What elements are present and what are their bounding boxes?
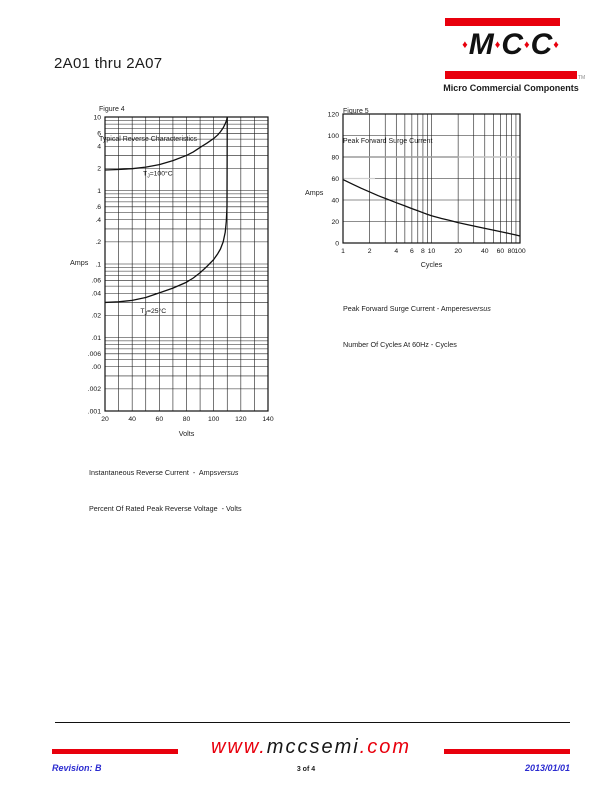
svg-text:.00: .00 [91,364,101,372]
url-domain: mccsemi [266,736,360,758]
svg-text:40: 40 [481,248,489,255]
fig5-caption-line2: Number Of Cycles At 60Hz - Cycles [343,340,457,349]
logo-diamond-icon: ♦ [524,39,531,51]
svg-text:10: 10 [93,114,101,122]
svg-text:4: 4 [97,143,101,151]
logo-red-bar-bottom [445,71,577,79]
fig5-label: Figure 5 [343,108,369,115]
logo-letter: C [501,28,524,61]
svg-text:140: 140 [262,416,274,423]
svg-text:8: 8 [421,248,425,255]
svg-text:.4: .4 [95,217,101,225]
svg-text:20: 20 [101,416,109,423]
svg-text:.001: .001 [87,408,101,416]
logo-diamond-icon: ♦ [494,39,502,51]
footer-revision: Revision: B [52,763,102,773]
footer-page-number: 3 of 4 [296,766,316,773]
svg-text:TJ=25°C: $T_J=25^\circ C$ [140,308,167,317]
svg-text:.1: .1 [95,261,101,269]
logo-tm: TM [578,75,586,81]
svg-text:TJ=100°C: $T_J=100^\circ C$ [143,170,173,180]
svg-text:.04: .04 [91,290,101,298]
svg-text:4: 4 [394,248,399,255]
svg-text:20: 20 [454,248,462,255]
fig5-caption [343,279,491,363]
svg-text:80: 80 [182,416,191,423]
logo-red-bar-top [445,18,560,26]
svg-text:1: 1 [97,187,101,195]
svg-text:0: 0 [335,240,339,248]
svg-text:2: 2 [97,165,101,173]
footer-rule [55,722,570,723]
svg-text:20: 20 [331,218,339,226]
svg-text:1: 1 [341,248,345,255]
fig4-chart [55,112,290,427]
svg-text:60: 60 [331,175,339,183]
svg-text:80: 80 [331,154,339,162]
footer-date: 2013/01/01 [524,763,570,773]
fig4-caption [89,443,242,527]
logo-tagline: Micro Commercial Components [443,83,579,93]
logo-diamond-icon: ♦ [553,39,560,51]
svg-text:60: 60 [155,416,164,423]
logo-mcc-letters [442,28,580,62]
logo-diamond-icon: ♦ [462,39,469,51]
svg-text:40: 40 [331,197,339,205]
logo-letter: C [530,28,554,61]
fig4-xlabel: Volts [178,429,195,438]
url-www: www. [210,736,267,758]
fig4-label: Figure 4 [99,106,125,113]
logo-letter: M [468,28,495,61]
svg-text:.6: .6 [95,204,101,212]
fig4-title: Typical Reverse Characteristics [99,136,198,143]
fig5-caption-line1: Peak Forward Surge Current - Amperes [343,304,470,313]
fig4-caption-line2: Percent Of Rated Peak Reverse Voltage - Volts [89,504,242,513]
svg-text:2: 2 [367,248,372,255]
footer-red-bar-right [444,749,570,754]
url-tld: .com [359,736,412,758]
svg-text:.2: .2 [95,239,101,247]
svg-text:120: 120 [327,111,339,119]
svg-text:.01: .01 [91,334,101,342]
fig4-caption-line1: Instantaneous Reverse Current - Amps [89,468,218,477]
fig5-caption-versus: versus [469,304,491,313]
mcc-logo [442,16,586,96]
footer-red-bar-left [52,749,178,754]
part-number-title: 2A01 thru 2A07 [54,55,163,72]
svg-text:.006: .006 [87,351,101,359]
svg-text:80: 80 [507,248,516,255]
svg-text:.06: .06 [91,277,101,285]
svg-text:.002: .002 [87,386,101,394]
footer-website-url[interactable] [178,736,444,759]
svg-text:40: 40 [128,416,136,423]
fig4-ylabel: Amps [70,258,89,267]
svg-text:6: 6 [409,248,414,255]
fig5-title: Peak Forward Surge Current [343,138,433,145]
svg-text:60: 60 [496,248,505,255]
svg-text:100: 100 [327,132,339,140]
svg-text:10: 10 [427,248,436,255]
fig5-chart [300,108,535,260]
svg-text:.02: .02 [91,312,101,320]
fig5-xlabel: Cycles [420,260,443,269]
fig4-caption-versus: versus [217,468,239,477]
svg-text:100: 100 [514,248,526,255]
svg-text:120: 120 [235,416,247,423]
fig5-ylabel: Amps [305,188,324,197]
svg-text:100: 100 [207,416,220,423]
svg-text:6: 6 [97,130,101,138]
